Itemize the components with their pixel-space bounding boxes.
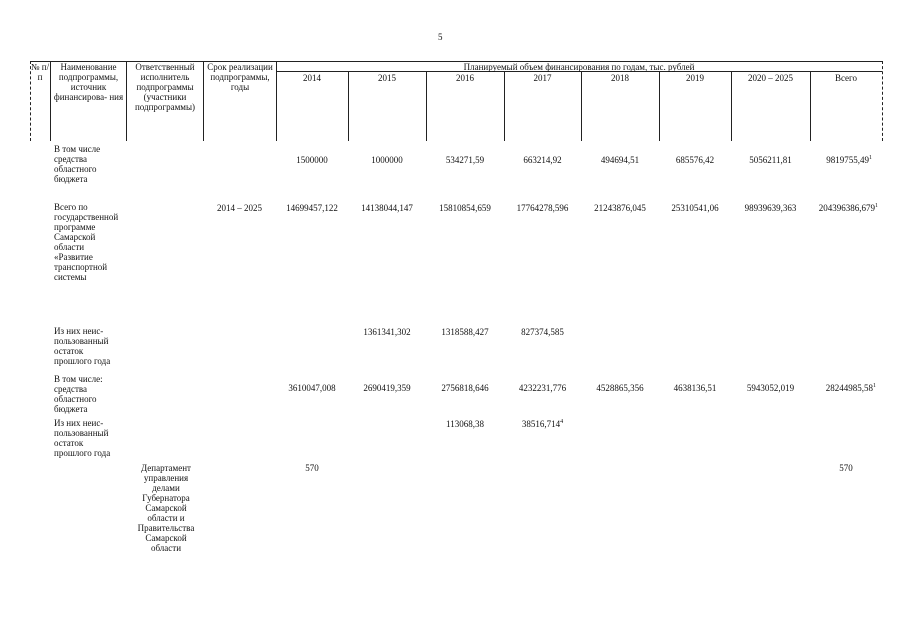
header-year: 2014 bbox=[303, 73, 321, 83]
value-2019: 4638136,51 bbox=[673, 383, 717, 393]
row-name: Из них неис- пользованный остаток прошлого года bbox=[54, 418, 111, 458]
header-col-name: Наименование подпрограммы, источник финансирова- ния bbox=[53, 62, 124, 102]
value-2016: 2756818,646 bbox=[441, 383, 489, 393]
value-total: 204396386,679$^1$ bbox=[818, 203, 878, 213]
row-responsible: Департамент управления делами Губернатора Самарской области и Правительства Самарской области bbox=[137, 463, 195, 553]
table-right-border bbox=[882, 61, 883, 141]
value-2017: 38516,714$^4$ bbox=[521, 419, 564, 429]
value-2018: 21243876,045 bbox=[594, 203, 646, 213]
row-name: В том числе: средства областного бюджета bbox=[54, 374, 103, 414]
value-2015: 14138044,147 bbox=[361, 203, 413, 213]
value-2017: 663214,92 bbox=[523, 155, 562, 165]
header-total: Всего bbox=[834, 73, 858, 83]
value-2018: 494694,51 bbox=[600, 155, 640, 165]
header-year: 2018 bbox=[611, 73, 629, 83]
header-financing-group: Планируемый объем финансирования по годам, тыс. рублей bbox=[463, 62, 695, 72]
value-2020-2025: 5056211,81 bbox=[749, 155, 792, 165]
header-year: 2019 bbox=[686, 73, 704, 83]
value-2017: 4232231,776 bbox=[518, 383, 567, 393]
row-name: Всего по государственной программе Самарской области «Развитие транспортной системы bbox=[54, 202, 119, 282]
value-2014: 3610047,008 bbox=[288, 383, 336, 393]
value-2015: 1000000 bbox=[371, 155, 403, 165]
value-2016: 1318588,427 bbox=[441, 327, 489, 337]
row-term: 2014 – 2025 bbox=[217, 203, 262, 213]
value-2018: 4528865,356 bbox=[596, 383, 644, 393]
header-col-responsible: Ответственный исполнитель подпрограммы (участники подпрограммы) bbox=[134, 62, 196, 112]
row-name: В том числе средства областного бюджета bbox=[54, 144, 101, 184]
value-2020-2025: 5943052,019 bbox=[746, 383, 795, 393]
value-2016: 15810854,659 bbox=[439, 203, 491, 213]
value-2014: 14699457,122 bbox=[286, 203, 338, 213]
page-number: 5 bbox=[438, 32, 443, 42]
value-2015: 2690419,359 bbox=[363, 383, 411, 393]
value-total: 9819755,49$^1$ bbox=[826, 155, 872, 165]
value-total: 570 bbox=[839, 463, 853, 473]
header-year: 2016 bbox=[456, 73, 474, 83]
value-2014: 570 bbox=[305, 463, 319, 473]
value-2019: 685576,42 bbox=[675, 155, 715, 165]
header-col-number: № п/п bbox=[30, 62, 50, 82]
value-2017: 827374,585 bbox=[521, 327, 564, 337]
value-2019: 25310541,06 bbox=[671, 203, 719, 213]
value-2020-2025: 98939639,363 bbox=[744, 203, 797, 213]
value-2017: 17764278,596 bbox=[516, 203, 569, 213]
header-year: 2020 – 2025 bbox=[748, 73, 793, 83]
value-2014: 1500000 bbox=[296, 155, 328, 165]
header-year: 2015 bbox=[378, 73, 396, 83]
value-total: 28244985,58$^1$ bbox=[825, 383, 876, 393]
row-name: Из них неис- пользованный остаток прошлого года bbox=[54, 326, 111, 366]
header-year: 2017 bbox=[533, 73, 552, 83]
value-2015: 1361341,302 bbox=[363, 327, 411, 337]
value-2016: 113068,38 bbox=[446, 419, 484, 429]
value-2016: 534271,59 bbox=[445, 155, 485, 165]
header-col-term: Срок реализации подпрограммы, годы bbox=[207, 62, 273, 92]
